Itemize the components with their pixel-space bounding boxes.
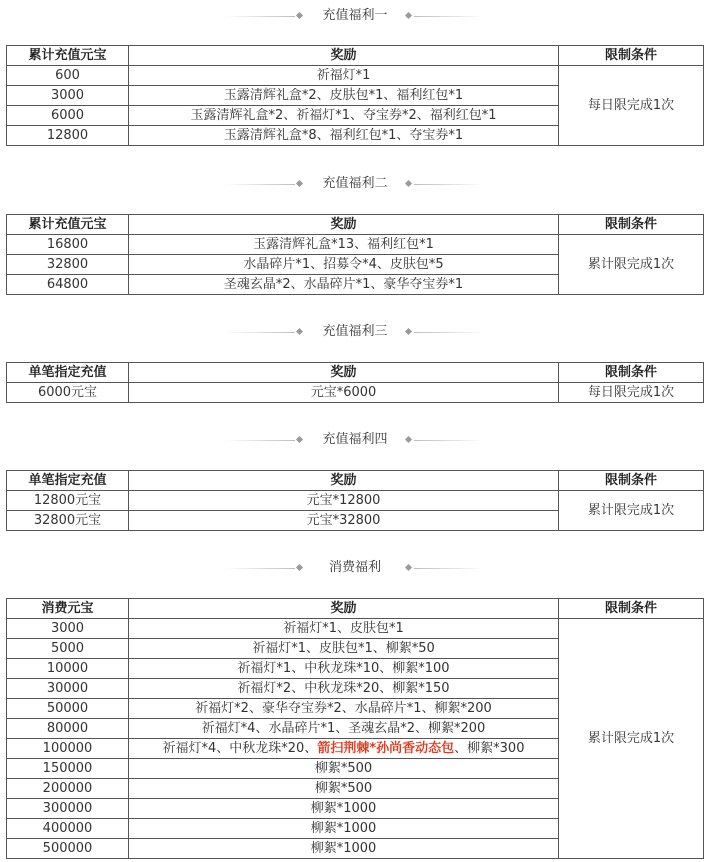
diamond-icon (405, 564, 412, 571)
column-header-limit: 限制条件 (559, 471, 704, 491)
amount-cell: 150000 (7, 759, 129, 779)
column-header-reward: 奖励 (129, 215, 559, 235)
column-header-limit: 限制条件 (559, 215, 704, 235)
amount-cell: 200000 (7, 779, 129, 799)
heading-divider-left (225, 16, 295, 17)
reward-cell: 祈福灯*4、水晶碎片*1、圣魂玄晶*2、柳絮*200 (129, 719, 559, 739)
reward-cell: 柳絮*1000 (129, 839, 559, 859)
amount-cell: 10000 (7, 659, 129, 679)
heading-divider-right (414, 568, 484, 569)
diamond-icon (405, 328, 412, 335)
reward-cell: 祈福灯*1、皮肤包*1 (129, 619, 559, 639)
column-header-limit: 限制条件 (559, 46, 704, 66)
reward-table-2 (6, 214, 704, 295)
limit-cell: 累计限完成1次 (559, 491, 704, 531)
column-header-amount: 累计充值元宝 (7, 215, 129, 235)
limit-cell: 每日限完成1次 (559, 383, 704, 403)
table-header-row (7, 363, 704, 383)
reward-cell: 祈福灯*1、皮肤包*1、柳絮*50 (129, 639, 559, 659)
table-row (7, 491, 704, 511)
reward-cell: 玉露清辉礼盒*2、祈福灯*1、夺宝券*2、福利红包*1 (129, 106, 559, 126)
amount-cell: 100000 (7, 739, 129, 759)
reward-table-4 (6, 470, 704, 531)
reward-cell: 玉露清辉礼盒*13、福利红包*1 (129, 235, 559, 255)
table-header-row (7, 471, 704, 491)
heading-divider-right (414, 184, 484, 185)
column-header-reward: 奖励 (129, 471, 559, 491)
reward-cell: 水晶碎片*1、招募令*4、皮肤包*5 (129, 255, 559, 275)
column-header-limit: 限制条件 (559, 599, 704, 619)
column-header-reward: 奖励 (129, 363, 559, 383)
column-header-amount: 消费元宝 (7, 599, 129, 619)
reward-cell: 祈福灯*2、中秋龙珠*20、柳絮*150 (129, 679, 559, 699)
amount-cell: 400000 (7, 819, 129, 839)
section-heading-4 (0, 430, 709, 450)
column-header-amount: 单笔指定充值 (7, 363, 129, 383)
reward-table-5 (6, 598, 704, 859)
heading-divider-right (414, 16, 484, 17)
amount-cell: 6000 (7, 106, 129, 126)
section-title: 充值福利三 (322, 324, 388, 339)
section-title: 充值福利二 (322, 176, 388, 191)
amount-cell: 50000 (7, 699, 129, 719)
amount-cell: 600 (7, 66, 129, 86)
section-heading-2 (0, 174, 709, 194)
heading-divider-left (225, 568, 295, 569)
diamond-icon (405, 180, 412, 187)
column-header-amount: 单笔指定充值 (7, 471, 129, 491)
reward-cell: 柳絮*500 (129, 779, 559, 799)
column-header-reward: 奖励 (129, 46, 559, 66)
reward-cell: 玉露清辉礼盒*8、福利红包*1、夺宝券*1 (129, 126, 559, 146)
table-row (7, 235, 704, 255)
amount-cell: 5000 (7, 639, 129, 659)
reward-table-1 (6, 45, 704, 146)
diamond-icon (296, 328, 303, 335)
limit-cell: 每日限完成1次 (559, 66, 704, 146)
diamond-icon (296, 436, 303, 443)
highlight-reward-text: 箭扫荆棘*孙尚香动态包 (317, 741, 455, 756)
reward-cell: 元宝*12800 (129, 491, 559, 511)
column-header-reward: 奖励 (129, 599, 559, 619)
section-title: 充值福利四 (322, 432, 388, 447)
limit-cell: 累计限完成1次 (559, 619, 704, 859)
section-title: 消费福利 (328, 560, 381, 575)
table-header-row (7, 215, 704, 235)
reward-cell: 玉露清辉礼盒*2、皮肤包*1、福利红包*1 (129, 86, 559, 106)
heading-divider-left (225, 440, 295, 441)
diamond-icon (296, 180, 303, 187)
reward-cell: 柳絮*500 (129, 759, 559, 779)
table-row (7, 66, 704, 86)
diamond-icon (296, 12, 303, 19)
amount-cell: 6000元宝 (7, 383, 129, 403)
reward-text: 、柳絮*300 (454, 741, 525, 756)
amount-cell: 12800元宝 (7, 491, 129, 511)
section-heading-1 (0, 6, 709, 26)
diamond-icon (296, 564, 303, 571)
heading-divider-right (414, 440, 484, 441)
heading-divider-right (414, 332, 484, 333)
amount-cell: 64800 (7, 275, 129, 295)
heading-divider-left (225, 332, 295, 333)
amount-cell: 32800 (7, 255, 129, 275)
heading-divider-left (225, 184, 295, 185)
amount-cell: 3000 (7, 86, 129, 106)
limit-cell: 累计限完成1次 (559, 235, 704, 295)
reward-text: 祈福灯*4、中秋龙珠*20、 (162, 741, 318, 756)
section-title: 充值福利一 (322, 8, 388, 23)
reward-cell: 柳絮*1000 (129, 819, 559, 839)
reward-cell: 元宝*32800 (129, 511, 559, 531)
table-row (7, 619, 704, 639)
reward-cell (129, 739, 559, 759)
reward-cell: 元宝*6000 (129, 383, 559, 403)
amount-cell: 16800 (7, 235, 129, 255)
column-header-amount: 累计充值元宝 (7, 46, 129, 66)
table-header-row (7, 599, 704, 619)
amount-cell: 30000 (7, 679, 129, 699)
amount-cell: 500000 (7, 839, 129, 859)
amount-cell: 80000 (7, 719, 129, 739)
column-header-limit: 限制条件 (559, 363, 704, 383)
diamond-icon (405, 12, 412, 19)
section-heading-5 (0, 558, 709, 578)
reward-cell: 祈福灯*1、中秋龙珠*10、柳絮*100 (129, 659, 559, 679)
amount-cell: 3000 (7, 619, 129, 639)
amount-cell: 12800 (7, 126, 129, 146)
reward-cell: 柳絮*1000 (129, 799, 559, 819)
diamond-icon (405, 436, 412, 443)
amount-cell: 32800元宝 (7, 511, 129, 531)
reward-cell: 祈福灯*1 (129, 66, 559, 86)
table-row (7, 383, 704, 403)
section-heading-3 (0, 322, 709, 342)
amount-cell: 300000 (7, 799, 129, 819)
reward-table-3 (6, 362, 704, 403)
reward-cell: 祈福灯*2、豪华夺宝券*2、水晶碎片*1、柳絮*200 (129, 699, 559, 719)
table-header-row (7, 46, 704, 66)
reward-cell: 圣魂玄晶*2、水晶碎片*1、豪华夺宝券*1 (129, 275, 559, 295)
